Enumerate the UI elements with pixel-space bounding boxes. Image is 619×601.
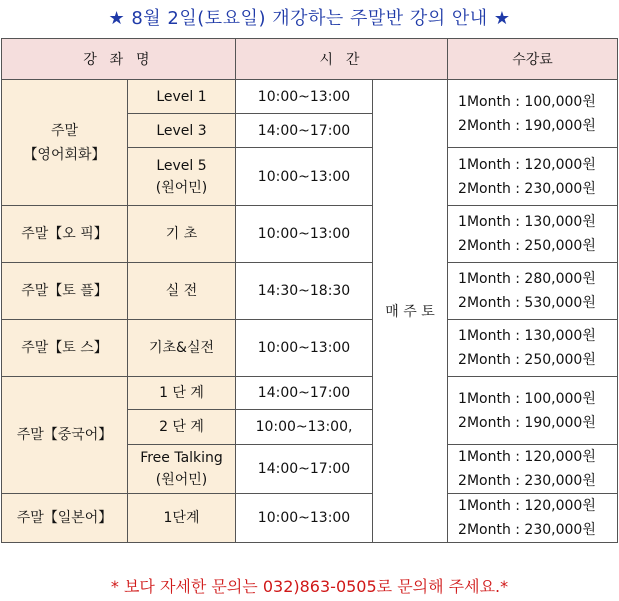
level-cell: 2 단 계 xyxy=(128,410,236,445)
category-toefl: 주말【토 플】 xyxy=(2,263,128,320)
category-opic: 주말【오 픽】 xyxy=(2,206,128,263)
time-cell: 14:00~17:00 xyxy=(236,445,373,494)
table-row xyxy=(2,377,618,410)
time-cell: 10:00~13:00 xyxy=(236,148,373,206)
fee-2month: 2Month : 190,000원 xyxy=(458,414,596,431)
time-cell: 10:00~13:00 xyxy=(236,494,373,543)
category-chinese: 주말【중국어】 xyxy=(2,377,128,494)
fee-1month: 1Month : 280,000원 xyxy=(458,271,596,287)
category-tos: 주말【토 스】 xyxy=(2,320,128,377)
level-cell: 1단계 xyxy=(128,494,236,543)
level-line2: (원어민) xyxy=(155,472,208,488)
fee-cell xyxy=(448,80,618,148)
fee-1month: 1Month : 120,000원 xyxy=(458,449,596,465)
fee-cell xyxy=(448,445,618,494)
fee-cell xyxy=(448,263,618,320)
category-english xyxy=(2,80,128,206)
level-line2: (원어민) xyxy=(155,179,208,196)
level-cell: 실 전 xyxy=(128,263,236,320)
level-line1: Free Talking xyxy=(140,450,223,466)
page-title: ★ 8월 2일(토요일) 개강하는 주말반 강의 안내 ★ xyxy=(108,8,511,29)
fee-1month: 1Month : 130,000원 xyxy=(458,328,596,344)
contact-footer: * 보다 자세한 문의는 032)863-0505로 문의해 주세요.* xyxy=(110,577,509,596)
time-cell: 14:30~18:30 xyxy=(236,263,373,320)
time-cell: 14:00~17:00 xyxy=(236,377,373,410)
fee-2month: 2Month : 250,000원 xyxy=(458,352,596,368)
table-row xyxy=(2,494,618,543)
time-cell: 14:00~17:00 xyxy=(236,114,373,148)
level-line1: Level 5 xyxy=(156,157,207,174)
fee-cell xyxy=(448,206,618,263)
header-fee: 수강료 xyxy=(448,39,618,80)
fee-2month: 2Month : 190,000원 xyxy=(458,117,596,134)
fee-2month: 2Month : 230,000원 xyxy=(458,473,596,489)
time-cell: 10:00~13:00, xyxy=(236,410,373,445)
level-cell: 1 단 계 xyxy=(128,377,236,410)
fee-2month: 2Month : 230,000원 xyxy=(458,522,596,538)
day-cell: 매 주 토 xyxy=(373,80,448,543)
table-header-row xyxy=(2,39,618,80)
fee-2month: 2Month : 230,000원 xyxy=(458,180,596,197)
level-cell: Level 1 xyxy=(128,80,236,114)
table-row xyxy=(2,263,618,320)
table-row xyxy=(2,320,618,377)
fee-2month: 2Month : 530,000원 xyxy=(458,295,596,311)
level-cell xyxy=(128,445,236,494)
table-row xyxy=(2,206,618,263)
fee-cell xyxy=(448,148,618,206)
fee-cell xyxy=(448,377,618,445)
time-cell: 10:00~13:00 xyxy=(236,206,373,263)
fee-cell xyxy=(448,494,618,543)
category-english-line1: 주말 xyxy=(50,122,79,139)
fee-1month: 1Month : 100,000원 xyxy=(458,93,596,110)
level-cell xyxy=(128,148,236,206)
course-schedule-table xyxy=(1,38,618,543)
fee-2month: 2Month : 250,000원 xyxy=(458,238,596,254)
level-cell: Level 3 xyxy=(128,114,236,148)
header-time: 시 간 xyxy=(236,39,448,80)
category-english-line2: 【영어회화】 xyxy=(23,146,106,163)
fee-1month: 1Month : 120,000원 xyxy=(458,156,596,173)
fee-cell xyxy=(448,320,618,377)
fee-1month: 1Month : 100,000원 xyxy=(458,390,596,407)
time-cell: 10:00~13:00 xyxy=(236,80,373,114)
level-cell: 기초&실전 xyxy=(128,320,236,377)
category-japanese: 주말【일본어】 xyxy=(2,494,128,543)
time-cell: 10:00~13:00 xyxy=(236,320,373,377)
fee-1month: 1Month : 120,000원 xyxy=(458,498,596,514)
header-course: 강 좌 명 xyxy=(2,39,236,80)
table-row xyxy=(2,80,618,114)
fee-1month: 1Month : 130,000원 xyxy=(458,214,596,230)
level-cell: 기 초 xyxy=(128,206,236,263)
